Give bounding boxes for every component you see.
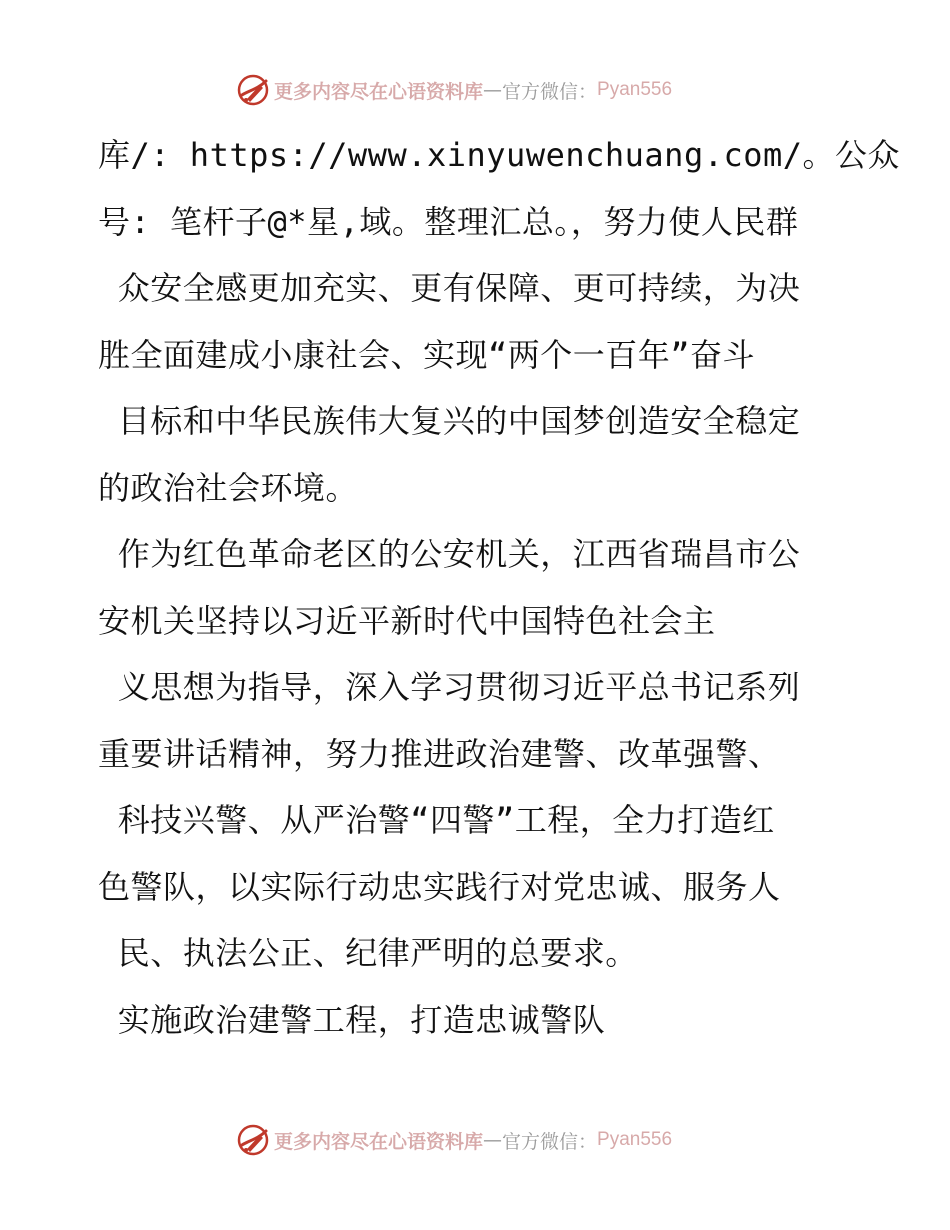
pen-circle-logo-icon: [236, 1123, 270, 1157]
document-body: [98, 122, 901, 1053]
footer-site-name: 更多内容尽在心语资料库: [274, 1130, 484, 1153]
header-watermark: [236, 72, 672, 108]
footer-dash: —: [483, 1129, 503, 1151]
footer-wechat-label: 官方微信：: [502, 1130, 598, 1153]
body-line: 众安全感更加充实、更有保障、更可持续，为决: [98, 269, 801, 307]
body-line: 的政治社会环境。: [98, 468, 359, 507]
body-line: 重要讲话精神，努力推进政治建警、改革强警、: [98, 734, 781, 773]
body-line: 安机关坚持以习近平新时代中国特色社会主: [98, 601, 716, 640]
footer-wechat-id: Pyan556: [597, 1129, 673, 1150]
header-site-name: 更多内容尽在心语资料库: [274, 80, 484, 103]
header-wechat-label: 官方微信：: [502, 80, 598, 103]
body-line: 民、执法公正、纪律严明的总要求。: [98, 934, 638, 972]
body-line: 目标和中华民族伟大复兴的中国梦创造安全稳定: [98, 402, 801, 440]
body-line: 库/: https://www.xinyuwenchuang.com/。公众: [98, 136, 901, 174]
body-line: 科技兴警、从严治警“四警”工程，全力打造红: [98, 801, 775, 839]
body-line: 色警队，以实际行动忠实践行对党忠诚、服务人: [98, 867, 781, 906]
pen-circle-logo-icon: [236, 73, 270, 107]
body-line: 义思想为指导，深入学习贯彻习近平总书记系列: [98, 668, 801, 706]
header-dash: —: [483, 79, 503, 101]
body-line: 作为红色革命老区的公安机关，江西省瑞昌市公: [98, 535, 801, 573]
body-line: 胜全面建成小康社会、实现“两个一百年”奋斗: [98, 335, 756, 374]
footer-watermark: [236, 1122, 672, 1158]
body-line: 实施政治建警工程，打造忠诚警队: [98, 1000, 606, 1039]
body-line: 号: 笔杆子@*星,域。整理汇总。，努力使人民群: [98, 202, 799, 241]
header-wechat-id: Pyan556: [597, 79, 673, 100]
